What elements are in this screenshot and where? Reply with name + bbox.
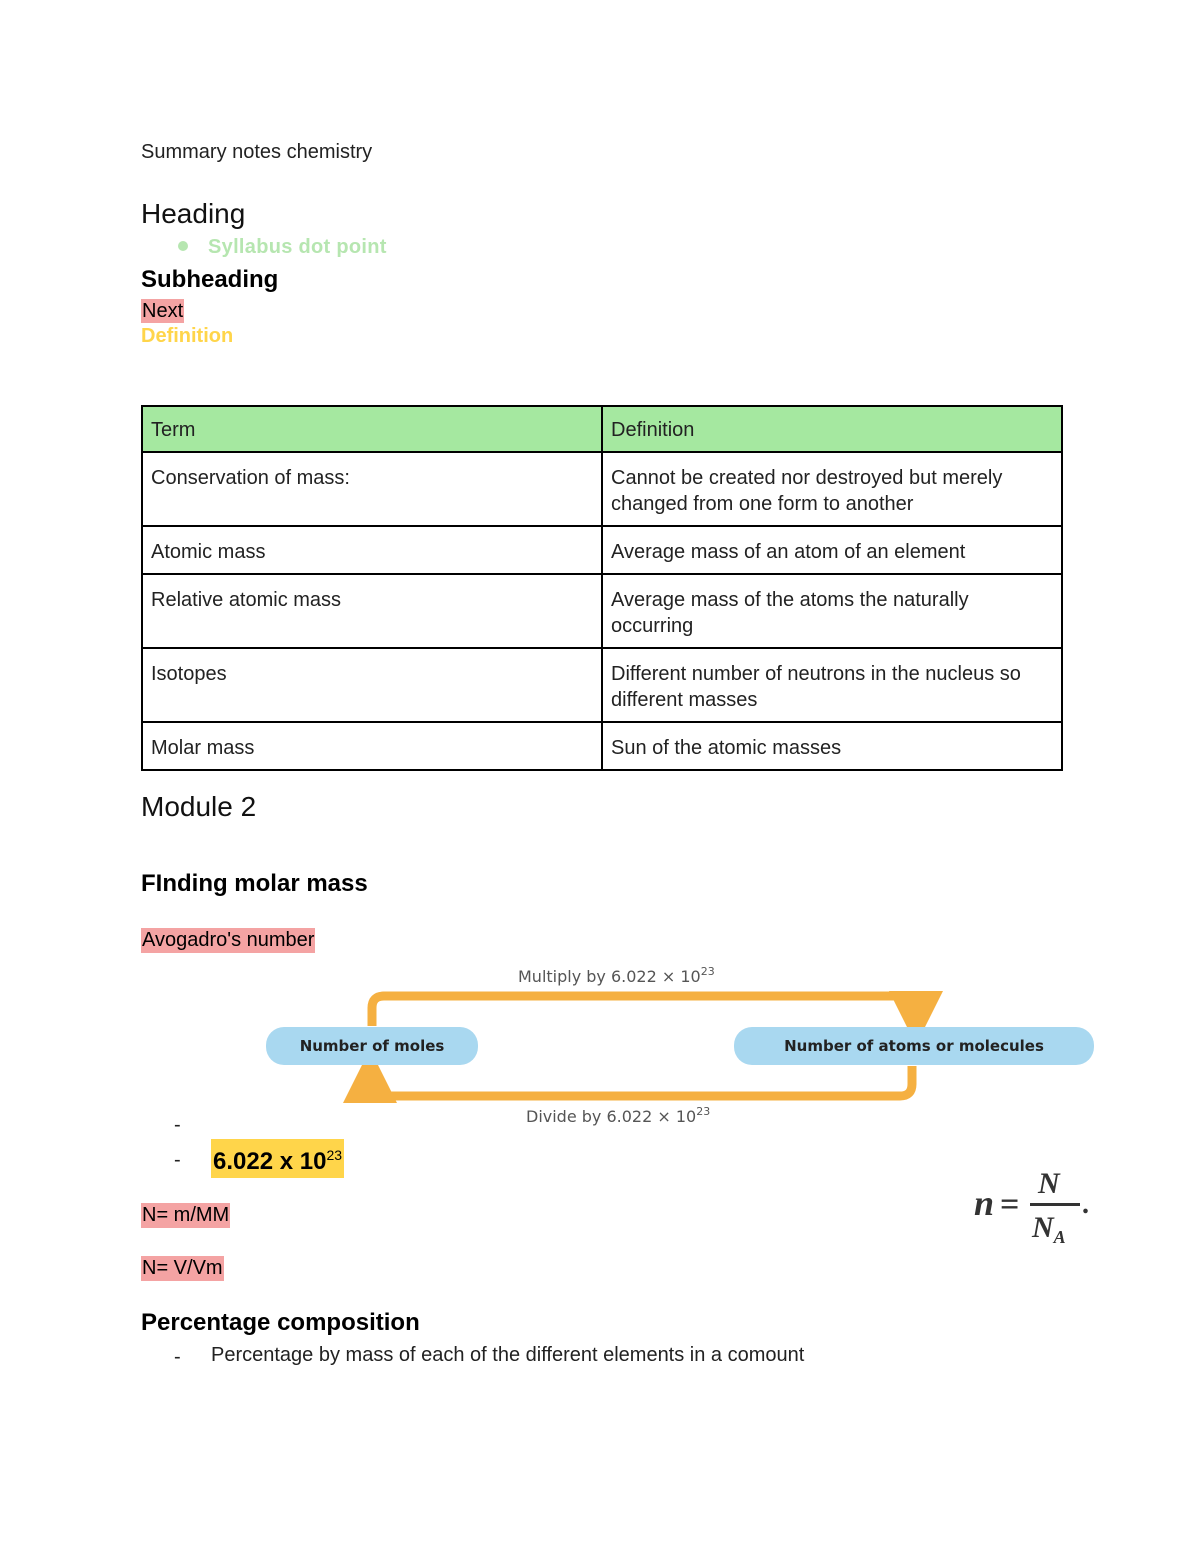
finding-molar-mass-heading: FInding molar mass [141, 870, 368, 897]
list-dash: - [174, 1149, 181, 1171]
formula-lhs: n [974, 1183, 995, 1223]
table-cell-definition: Average mass of an atom of an element [602, 526, 1062, 574]
divide-arrow [370, 1066, 912, 1096]
formula-fraction-bar [1030, 1203, 1080, 1206]
atoms-box-label: Number of atoms or molecules [784, 1037, 1044, 1055]
subheading: Subheading [141, 266, 279, 293]
percentage-text: Percentage by mass of each of the different elements in a comount [211, 1344, 805, 1366]
mole-conversion-diagram [260, 960, 1100, 1130]
equation-mass: N= m/MM [142, 1204, 230, 1226]
bullet-dot-icon [178, 241, 188, 251]
list-dash: - [174, 1114, 181, 1136]
table-cell-definition: Average mass of the atoms the naturally occurring [602, 574, 1062, 648]
divide-label: Divide by $6.022 \times 10^{23}$ [526, 1105, 711, 1126]
table-cell-term: Molar mass [142, 722, 602, 770]
table-cell-term: Atomic mass [142, 526, 602, 574]
formula-period: . [1082, 1189, 1089, 1220]
terms-table [141, 405, 1063, 771]
multiply-arrow [372, 996, 916, 1026]
table-cell-definition: Cannot be created nor destroyed but merely changed from one form to another [602, 452, 1062, 526]
formula-denominator: $N_A$ [1032, 1211, 1066, 1247]
equation-volume: N= V/Vm [142, 1257, 223, 1279]
table-row [142, 722, 1062, 770]
table-cell-definition: Sun of the atomic masses [602, 722, 1062, 770]
list-dash: - [174, 1346, 181, 1368]
heading: Heading [141, 198, 246, 229]
moles-formula-image [970, 1165, 1100, 1255]
table-header-row [142, 406, 1062, 452]
formula-equals: = [1000, 1186, 1020, 1223]
table-row [142, 526, 1062, 574]
percentage-heading: Percentage composition [141, 1309, 420, 1336]
module-title: Module 2 [141, 791, 257, 822]
table-header-definition: Definition [602, 406, 1062, 452]
avogadro-label: Avogadro's number [142, 929, 315, 951]
syllabus-bullet [178, 236, 387, 259]
table-cell-definition: Different number of neutrons in the nucleus so different masses [602, 648, 1062, 722]
formula-numerator: N [1038, 1167, 1060, 1200]
table-header-term: Term [142, 406, 602, 452]
table-row [142, 574, 1062, 648]
moles-box-label: Number of moles [299, 1037, 445, 1055]
next-label: Next [142, 300, 184, 322]
syllabus-bullet-text: Syllabus dot point [208, 236, 387, 258]
multiply-label: Multiply by $6.022 \times 10^{23}$ [518, 965, 715, 986]
avogadro-value: 6.022 x $10^{23}$ [211, 1139, 344, 1178]
document-title: Summary notes chemistry [141, 141, 373, 163]
table-cell-term: Conservation of mass: [142, 452, 602, 526]
table-row [142, 452, 1062, 526]
definition-label: Definition [141, 325, 234, 347]
table-cell-term: Isotopes [142, 648, 602, 722]
table-cell-term: Relative atomic mass [142, 574, 602, 648]
table-row [142, 648, 1062, 722]
